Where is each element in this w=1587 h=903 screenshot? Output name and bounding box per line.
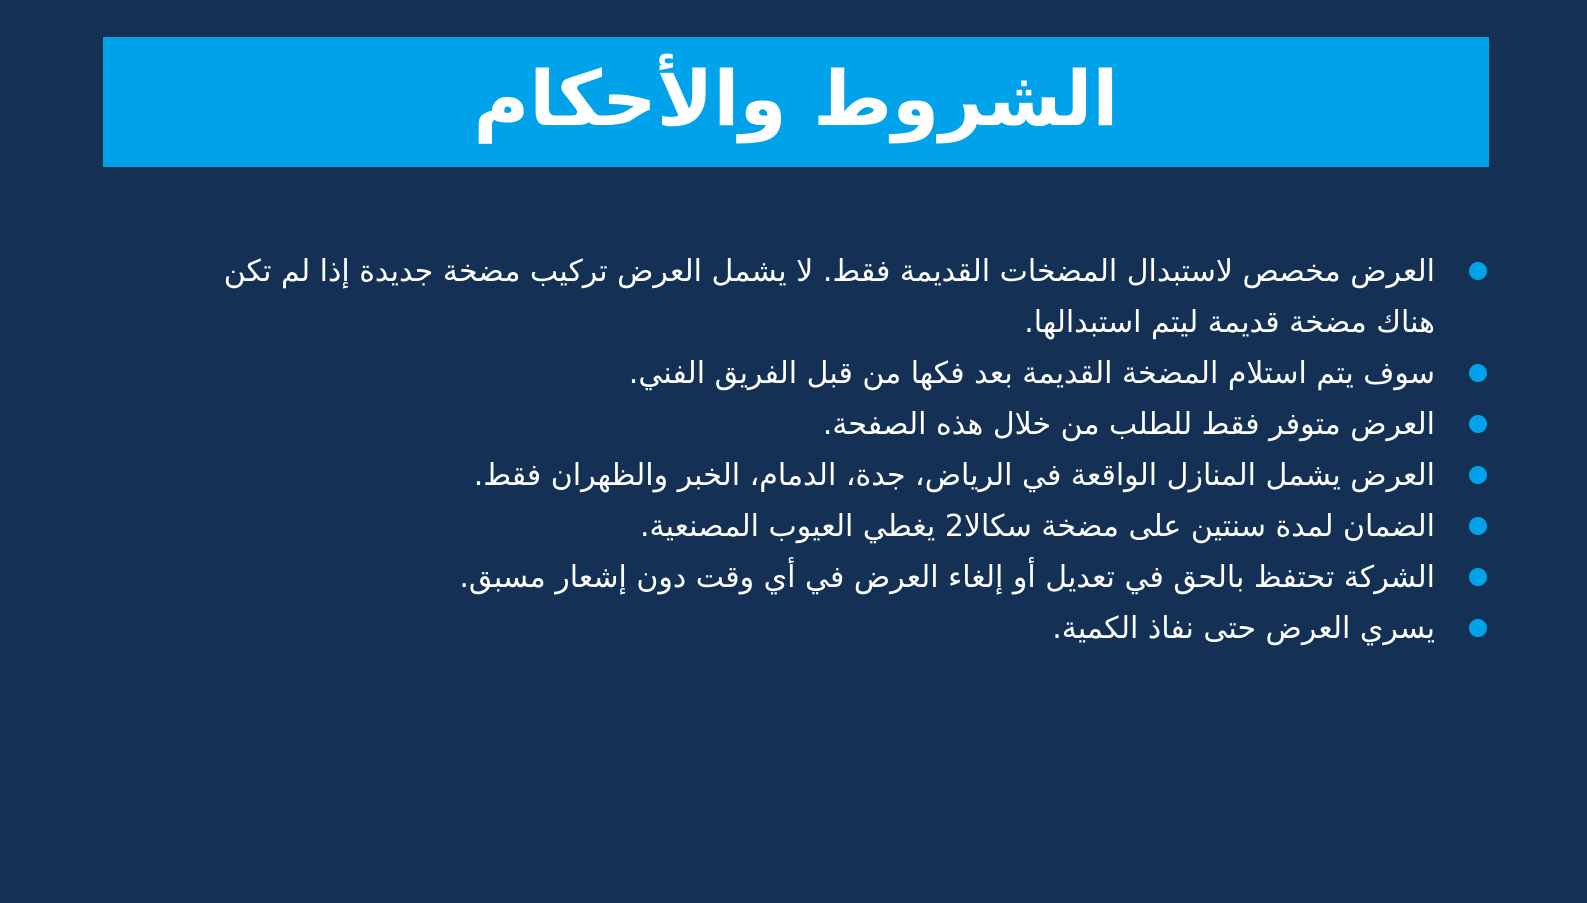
bullet-dot-icon [1469, 262, 1487, 280]
bullet-dot-icon [1469, 619, 1487, 637]
term-item [187, 552, 1487, 603]
term-item [187, 501, 1487, 552]
bullet-dot-icon [1469, 568, 1487, 586]
bullet-dot-icon [1469, 415, 1487, 433]
term-item [187, 399, 1487, 450]
title-banner [103, 37, 1489, 167]
bullet-dot-icon [1469, 364, 1487, 382]
terms-list [187, 246, 1487, 654]
term-text: سوف يتم استلام المضخة القديمة بعد فكها من قبل الفريق الفني. [628, 356, 1435, 391]
term-text: الشركة تحتفظ بالحق في تعديل أو إلغاء العرض في أي وقت دون إشعار مسبق. [459, 560, 1435, 595]
term-item [187, 450, 1487, 501]
bullet-dot-icon [1469, 517, 1487, 535]
term-item [187, 246, 1487, 348]
term-item [187, 348, 1487, 399]
page-title: الشروط والأحكام [473, 54, 1119, 143]
term-text: يسري العرض حتى نفاذ الكمية. [1052, 611, 1435, 646]
term-text: الضمان لمدة سنتين على مضخة سكالا2 يغطي العيوب المصنعية. [639, 509, 1435, 544]
term-text: العرض متوفر فقط للطلب من خلال هذه الصفحة. [822, 407, 1435, 442]
term-item [187, 603, 1487, 654]
term-text: العرض يشمل المنازل الواقعة في الرياض، جدة، الدمام، الخبر والظهران فقط. [473, 458, 1435, 493]
term-text: العرض مخصص لاستبدال المضخات القديمة فقط. لا يشمل العرض تركيب مضخة جديدة إذا لم تكن هناك مضخة قديمة ليتم استبدالها. [223, 254, 1435, 340]
bullet-dot-icon [1469, 466, 1487, 484]
